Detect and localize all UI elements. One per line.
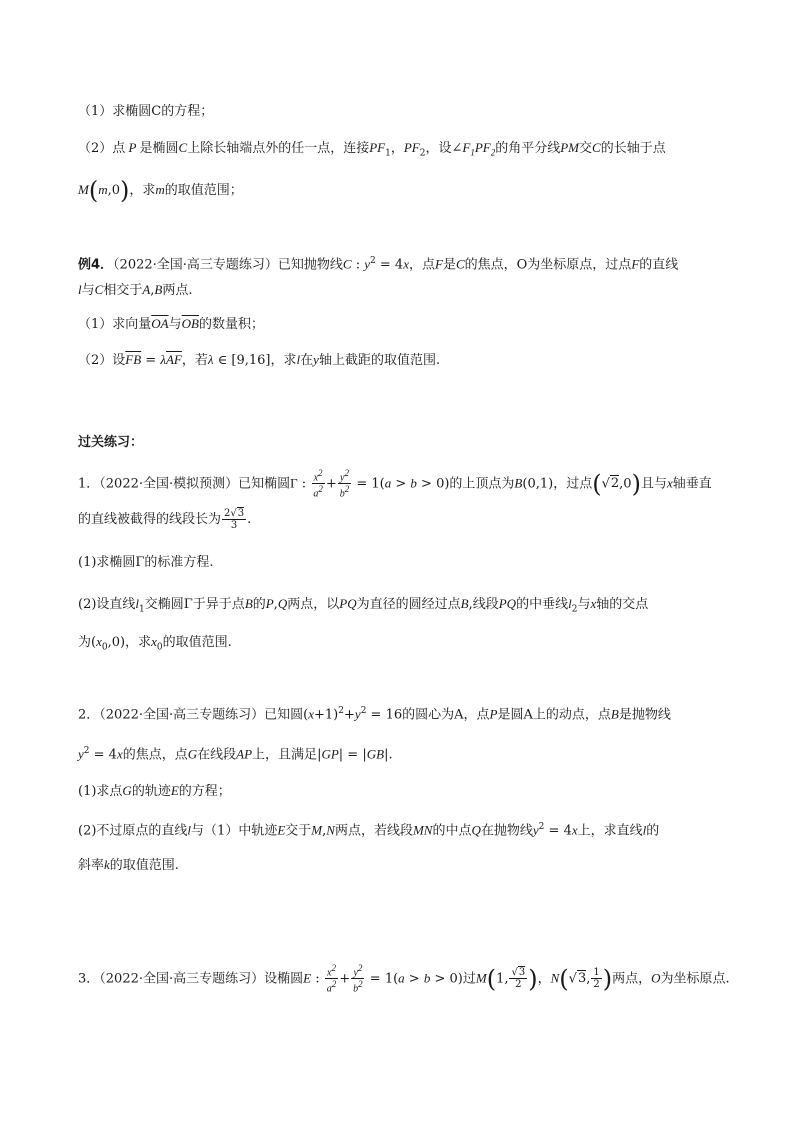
p2-stem: 2．（2022·全国·高三专题练习）已知圆$(x+1)^2+y^2 = 16$的圆心为A，点P是圆A上的动点，点B是抛物线 (78, 706, 671, 723)
p1-question-2: (2)设直线$l_1$交椭圆Γ于异于点B的P,Q两点，以PQ为直径的圆经过点B,线段PQ的中垂线$l_2$与x轴的交点 (78, 596, 649, 615)
ex3-question-2-cont: M(m,0)，求m的取值范围； (78, 176, 243, 205)
p1-stem: 1．（2022·全国·模拟预测）已知椭圆Γ : $\frac{x^2}{a^2}$ + $\frac{y^2}{b^2}$ = 1(a > b > 0)的上顶点为B(0,1)，过点(√2,0)且与x轴垂直 (78, 468, 712, 500)
ex3-question-1: （1）求椭圆C的方程； (78, 104, 214, 119)
p2-question-2: (2)不过原点的直线l与（1）中轨迹E交于M,N两点，若线段MN的中点Q在抛物线$y^2 = 4x$上，求直线l的 (78, 822, 660, 839)
ex4-question-1: （1）求向量$\overline{OA}$与$\overline{OB}$的数量积； (78, 316, 264, 332)
ex4-stem-cont: l与C相交于A,B两点. (78, 282, 193, 298)
ex3-question-2: （2）点 P 是椭圆C上除长轴端点外的任一点，连接$PF_1$，$PF_2$，设$\angle F_1PF_2$的角平分线PM交C的长轴于点 (78, 140, 666, 159)
ex4-stem: 例4．（2022·全国·高三专题练习）已知抛物线C : $y^2 = 4x$，点F是C的焦点，O为坐标原点，过点F的直线 (78, 256, 679, 273)
p3-stem: 3．（2022·全国·高三专题练习）设椭圆E : $\frac{x^2}{a^2}$ + $\frac{y^2}{b^2}$ = 1(a > b > 0)过M(1, $\frac{√3}{2}$ )，N(√3, $\frac{1}{2}$ )两点，O为坐标原点. (78, 963, 730, 995)
p1-question-2-cont: 为$(x_0,0)$，求$x_0$的取值范围. (78, 634, 232, 653)
p2-question-2-cont: 斜率k的取值范围. (78, 857, 179, 873)
ex4-question-2: （2）设$\overline{FB} = \lambda\overline{AF}$，若λ ∈ [9,16]，求l在y轴上截距的取值范围. (78, 352, 441, 368)
p1-stem-cont: 的直线被截得的线段长为 $\frac{2√3}{3}$ . (78, 508, 252, 531)
p2-question-1: (1)求点G的轨迹E的方程； (78, 783, 231, 799)
practice-heading: 过关练习： (78, 435, 144, 450)
p2-stem-cont: $y^2 = 4x$的焦点，点G在线段AP上，且满足|GP| = |GB|. (78, 746, 393, 763)
p1-question-1: (1)求椭圆Γ的标准方程. (78, 555, 214, 570)
